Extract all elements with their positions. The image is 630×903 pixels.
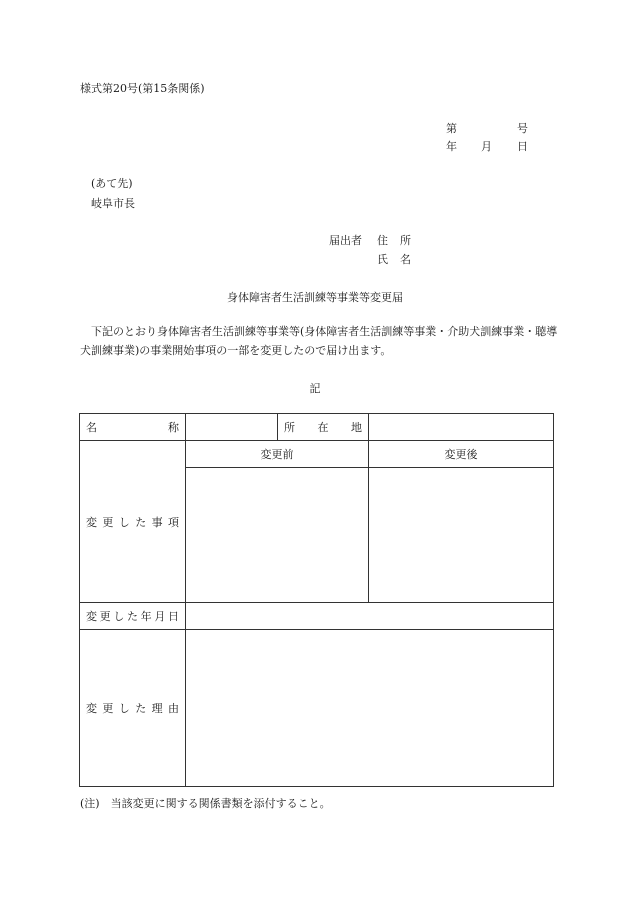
doc-number-suffix: 号 bbox=[517, 122, 528, 135]
notifier-address-label: 住所 bbox=[377, 234, 411, 247]
document-title: 身体障害者生活訓練等事業等変更届 bbox=[227, 291, 403, 304]
after-field[interactable] bbox=[369, 468, 554, 603]
changed-items-label: 変更した事項 bbox=[80, 441, 186, 603]
change-reason-field[interactable] bbox=[186, 630, 554, 787]
date-day: 日 bbox=[517, 140, 528, 153]
name-field[interactable] bbox=[186, 414, 278, 441]
addressee-label: (あて先) bbox=[91, 177, 133, 190]
form-number: 様式第20号(第15条関係) bbox=[80, 82, 205, 95]
ki-heading: 記 bbox=[309, 382, 321, 395]
change-date-field[interactable] bbox=[186, 603, 554, 630]
after-label: 変更後 bbox=[369, 441, 554, 468]
change-date-label: 変更した年月日 bbox=[80, 603, 186, 630]
footnote: (注) 当該変更に関する関係書類を添付すること。 bbox=[80, 797, 331, 810]
addressee-name: 岐阜市長 bbox=[91, 197, 135, 210]
before-field[interactable] bbox=[186, 468, 369, 603]
notifier-label: 届出者 bbox=[329, 234, 362, 247]
location-field[interactable] bbox=[369, 414, 554, 441]
before-label: 変更前 bbox=[186, 441, 369, 468]
date-month: 月 bbox=[481, 140, 492, 153]
doc-number-prefix: 第 bbox=[446, 122, 457, 135]
date-year: 年 bbox=[446, 140, 457, 153]
change-form-table bbox=[79, 413, 554, 787]
change-reason-label: 変更した理由 bbox=[80, 630, 186, 787]
location-label: 所在地 bbox=[278, 414, 369, 441]
name-label: 名称 bbox=[80, 414, 186, 441]
notifier-name-label: 氏名 bbox=[377, 253, 411, 266]
body-paragraph: 下記のとおり身体障害者生活訓練等事業等(身体障害者生活訓練等事業・介助犬訓練事業・聴導犬訓練事業)の事業開始事項の一部を変更したので届け出ます。 bbox=[80, 325, 558, 357]
